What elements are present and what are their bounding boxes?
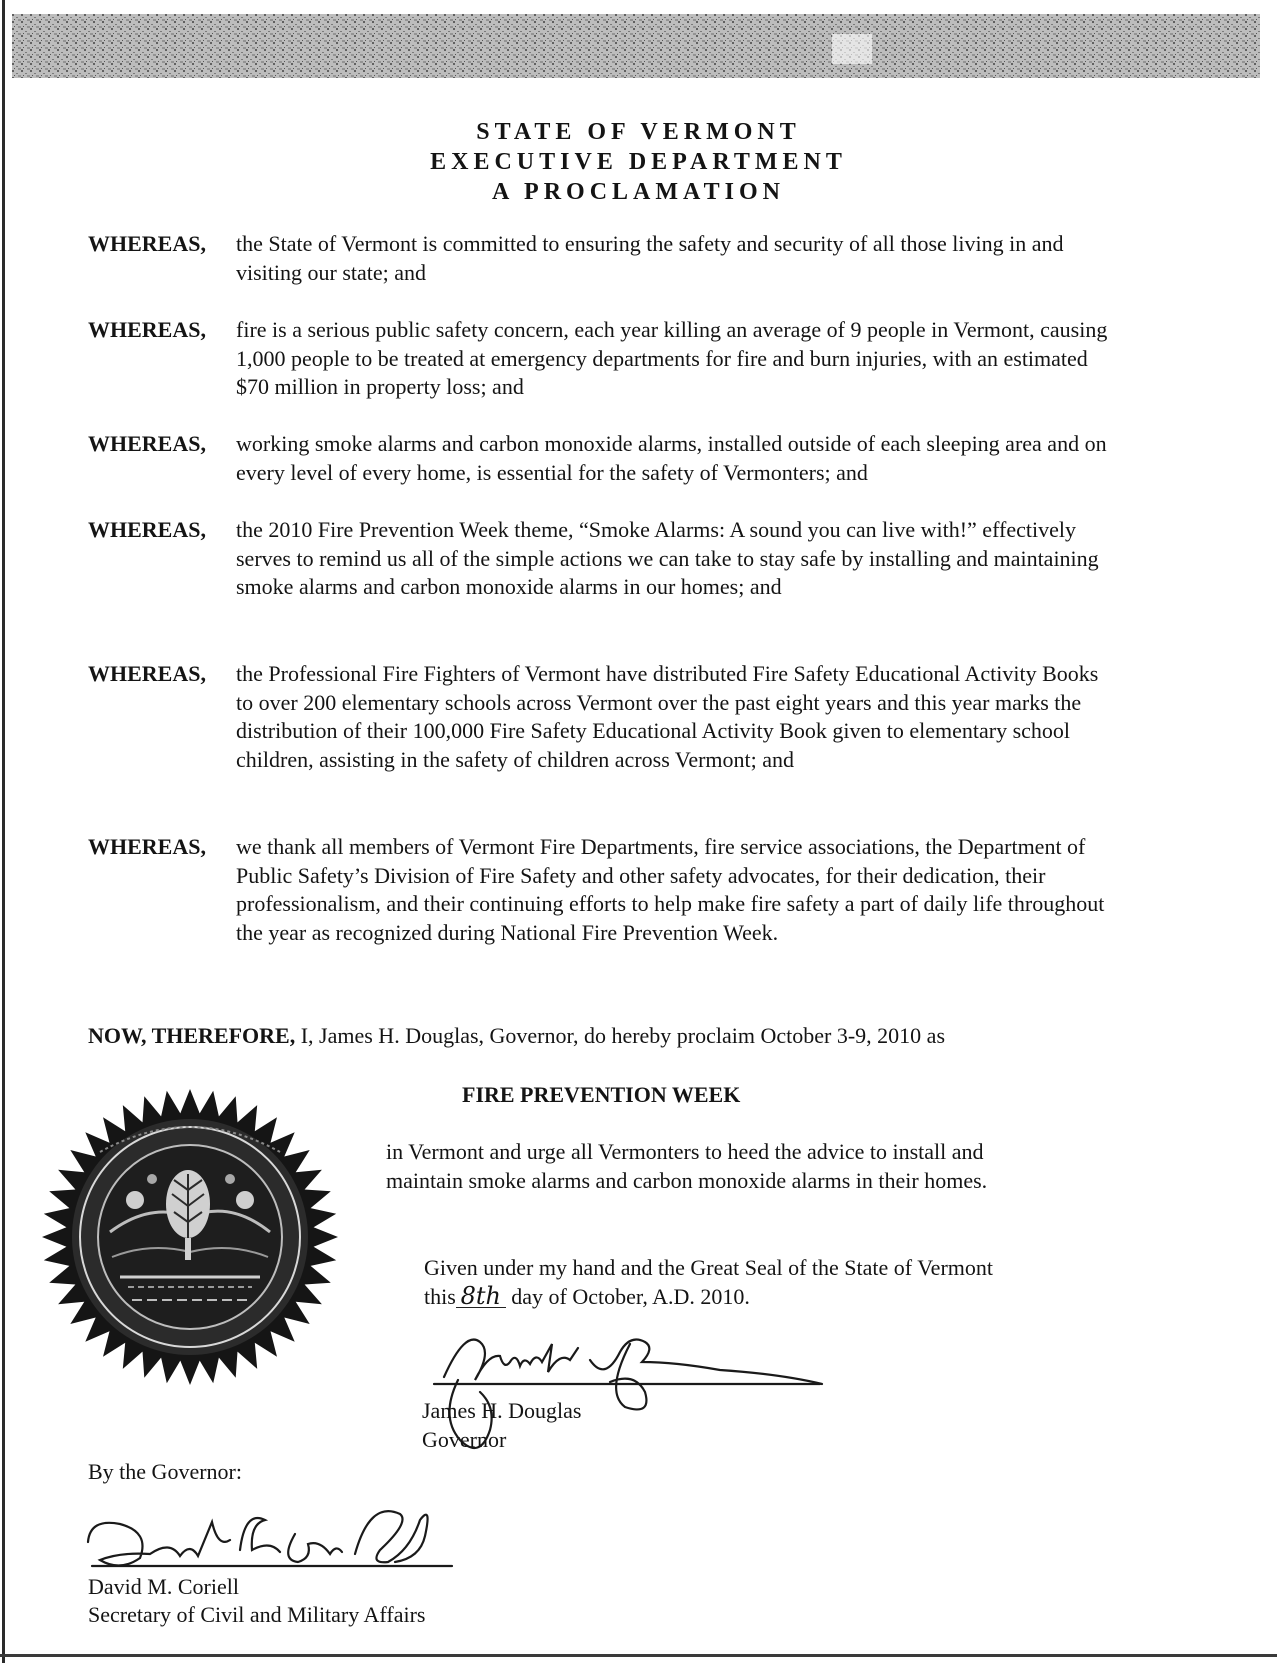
whereas-label: WHEREAS, [88,661,206,686]
given-date-line [424,1283,750,1311]
now-therefore-lead: NOW, THEREFORE, [88,1023,296,1048]
whereas-label: WHEREAS, [88,834,206,859]
heading-proclamation: A PROCLAMATION [492,179,785,205]
heading-state: STATE OF VERMONT [476,119,801,145]
given-day: 8th [456,1285,506,1308]
great-seal-of-vermont [40,1082,340,1392]
secretary-name: David M. Coriell [88,1574,239,1599]
given-rest: day of October, A.D. 2010. [511,1284,750,1309]
scan-noise-band [12,14,1260,78]
given-line: Given under my hand and the Great Seal of the State of Vermont [424,1255,993,1280]
whereas-label: WHEREAS, [88,231,206,256]
scan-left-edge [2,0,5,1663]
scan-bottom-edge [0,1654,1277,1657]
whereas-label: WHEREAS, [88,517,206,542]
secretary-title: Secretary of Civil and Military Affairs [88,1602,426,1627]
now-therefore-line [88,1022,1238,1050]
by-the-governor: By the Governor: [88,1459,242,1484]
whereas-clause-4: the 2010 Fire Prevention Week theme, “Smoke Alarms: A sound you can live with!” effectively serves to remind us all of the simple actions we can take to stay safe by installing and maintaining smoke alarms and carbon monoxide alarms in our homes; and [236,517,1099,599]
governor-title: Governor [422,1427,507,1452]
now-therefore-text: I, James H. Douglas, Governor, do hereby proclaim October 3-9, 2010 as [300,1023,946,1048]
governor-name: James H. Douglas [422,1398,582,1423]
urge-paragraph: in Vermont and urge all Vermonters to heed the advice to install and maintain smoke alarms and carbon monoxide alarms in their homes. [386,1139,988,1193]
whereas-label: WHEREAS, [88,431,206,456]
proclaimed-title: FIRE PREVENTION WEEK [462,1082,741,1107]
whereas-clause-6: we thank all members of Vermont Fire Departments, fire service associations, the Department of Public Safety’s Division of Fire Safety and other safety advocates, for their dedication, their professionalism, and their continuing efforts to help make fire safety a part of daily life throughout the year as recognized during National Fire Prevention Week. [236,834,1105,945]
given-this: this [424,1284,456,1309]
whereas-clause-2: fire is a serious public safety concern, each year killing an average of 9 people in Vermont, causing 1,000 people to be treated at emergency departments for fire and burn injuries, with an estimated $70 million in property loss; and [236,317,1108,399]
whereas-label: WHEREAS, [88,317,206,342]
whereas-clause-1: the State of Vermont is committed to ensuring the safety and security of all those living in and visiting our state; and [236,231,1064,285]
whereas-clause-3: working smoke alarms and carbon monoxide alarms, installed outside of each sleeping area and on every level of every home, is essential for the safety of Vermonters; and [236,431,1107,485]
whereas-clause-5: the Professional Fire Fighters of Vermont have distributed Fire Safety Educational Activity Books to over 200 elementary schools across Vermont over the past eight years and this year marks the distribution of their 100,000 Fire Safety Educational Activity Book given to elementary school children, assisting in the safety of children across Vermont; and [236,661,1099,772]
secretary-signature [80,1500,480,1575]
heading-department: EXECUTIVE DEPARTMENT [430,149,847,175]
